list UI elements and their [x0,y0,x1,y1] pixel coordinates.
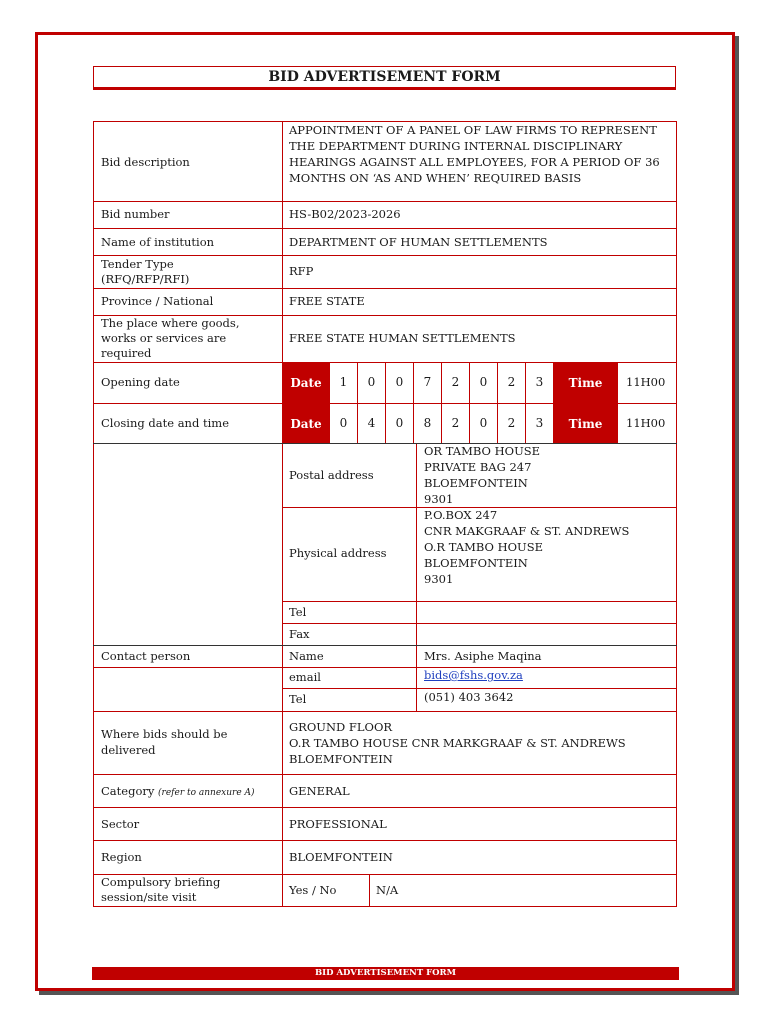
category-label-text: Category [101,784,155,798]
place-label: required [101,346,152,360]
physical-address-line: P.O.BOX 247 [424,508,498,522]
postal-address-label: Postal address [289,468,374,482]
closing-digit: 0 [395,416,404,430]
opening-digit: 0 [479,375,488,389]
fax-label: Fax [289,627,310,641]
category-label [101,784,255,802]
bid-description-line: APPOINTMENT OF A PANEL OF LAW FIRMS TO REPRESENT [289,123,657,137]
delivery-label: delivered [101,743,156,757]
closing-date-label: Closing date and time [101,416,229,430]
category-value: GENERAL [289,784,350,798]
place-label: The place where goods, [101,316,240,330]
tender-type-value: RFP [289,264,314,278]
bid-description-line: MONTHS ON ‘AS AND WHEN’ REQUIRED BASIS [289,171,582,185]
delivery-line: GROUND FLOOR [289,720,393,734]
bid-description-line: THE DEPARTMENT DURING INTERNAL DISCIPLINARY [289,139,623,153]
contact-tel-value: (051) 403 3642 [424,690,514,704]
delivery-line: O.R TAMBO HOUSE CNR MARKGRAAF & ST. ANDREWS [289,736,626,750]
briefing-value: N/A [376,883,399,897]
contact-name-value: Mrs. Asiphe Maqina [424,649,542,663]
opening-digit: 1 [339,375,348,389]
closing-digit: 0 [479,416,488,430]
contact-email-link[interactable]: bids@fshs.gov.za [424,668,523,682]
tender-type-label: (RFQ/RFP/RFI) [101,272,190,286]
institution-label: Name of institution [101,235,215,249]
opening-digit: 7 [423,375,432,389]
physical-address-line: BLOEMFONTEIN [424,556,528,570]
closing-time-tag: Time [554,404,617,443]
tel-label: Tel [289,605,307,619]
physical-address-line: CNR MAKGRAAF & ST. ANDREWS [424,524,630,538]
region-label: Region [101,850,142,864]
contact-name-label: Name [289,649,324,663]
opening-time-tag: Time [554,363,617,403]
bid-description-label: Bid description [101,155,190,169]
province-label: Province / National [101,294,214,308]
contact-tel-label: Tel [289,692,307,706]
bid-number-label: Bid number [101,207,170,221]
postal-address-line: OR TAMBO HOUSE [424,444,541,458]
opening-digit: 0 [367,375,376,389]
sector-label: Sector [101,817,140,831]
region-value: BLOEMFONTEIN [289,850,393,864]
physical-address-line: O.R TAMBO HOUSE [424,540,544,554]
opening-date-label: Opening date [101,375,180,389]
sector-value: PROFESSIONAL [289,817,387,831]
physical-address-label: Physical address [289,546,387,560]
contact-email-label: email [289,670,321,684]
closing-time-value: 11H00 [626,416,666,430]
opening-digit: 2 [507,375,516,389]
opening-date-tag: Date [283,363,329,403]
opening-digit: 0 [395,375,404,389]
closing-digit: 2 [451,416,460,430]
postal-address-line: 9301 [424,492,454,506]
closing-digit: 0 [339,416,348,430]
province-value: FREE STATE [289,294,365,308]
physical-address-line: 9301 [424,572,454,586]
briefing-options: Yes / No [289,883,337,897]
closing-digit: 3 [535,416,544,430]
opening-time-value: 11H00 [626,375,666,389]
closing-date-tag: Date [283,404,329,443]
postal-address-line: BLOEMFONTEIN [424,476,528,490]
delivery-line: BLOEMFONTEIN [289,752,393,766]
opening-digit: 3 [535,375,544,389]
bid-number-value: HS-B02/2023-2026 [289,207,401,221]
postal-address-line: PRIVATE BAG 247 [424,460,532,474]
form-title: BID ADVERTISEMENT FORM [93,66,676,88]
place-label: works or services are [101,331,227,345]
institution-value: DEPARTMENT OF HUMAN SETTLEMENTS [289,235,548,249]
briefing-label: Compulsory briefing [101,875,221,889]
closing-digit: 2 [507,416,516,430]
closing-digit: 8 [423,416,432,430]
category-note: (refer to annexure A) [158,788,255,798]
delivery-label: Where bids should be [101,727,228,741]
footer-bar: BID ADVERTISEMENT FORM [92,967,679,980]
briefing-label: session/site visit [101,890,197,904]
tender-type-label: Tender Type [101,257,174,271]
opening-digit: 2 [451,375,460,389]
place-value: FREE STATE HUMAN SETTLEMENTS [289,331,516,345]
closing-digit: 4 [367,416,376,430]
bid-description-line: HEARINGS AGAINST ALL EMPLOYEES, FOR A PERIOD OF 36 [289,155,660,169]
contact-person-label: Contact person [101,649,191,663]
